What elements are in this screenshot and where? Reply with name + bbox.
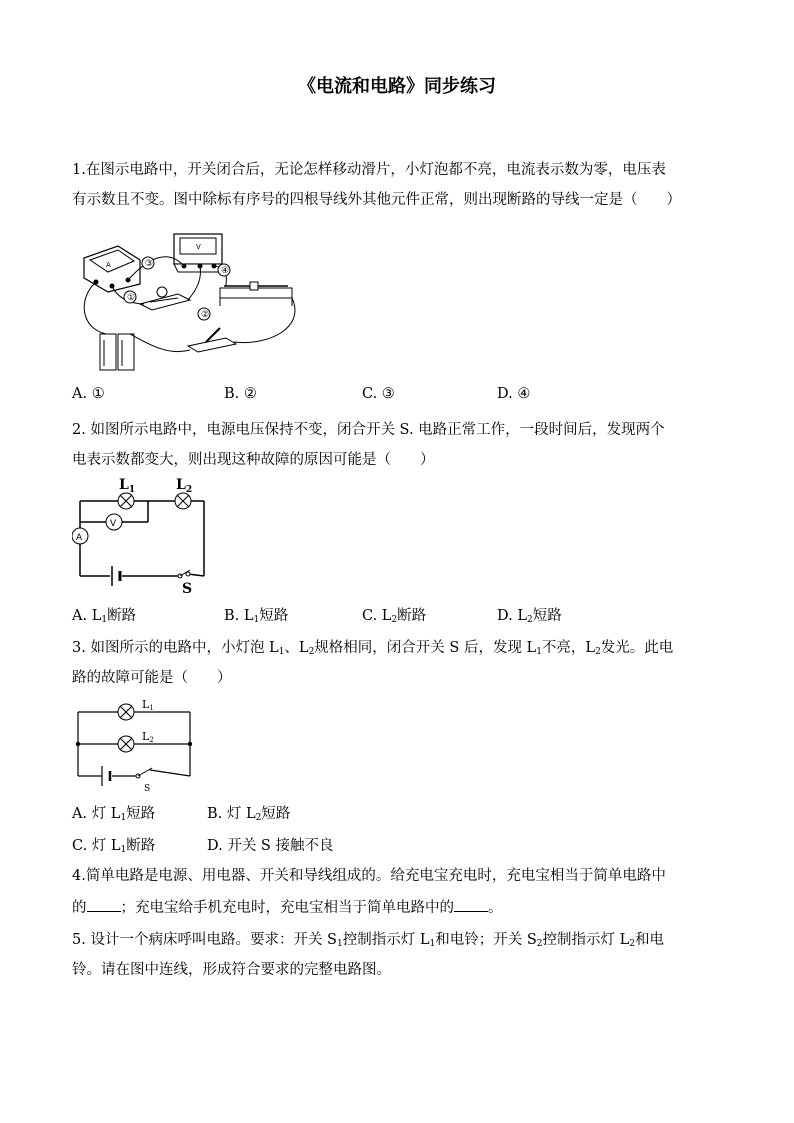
q1-text-line2: 有示数且不变。图中除标有序号的四根导线外其他元件正常，则出现断路的导线一定是（ ） — [72, 192, 681, 208]
q3-option-b: B. 灯 $L_2$短路 — [207, 806, 291, 823]
q3-text-line2: 路的故障可能是（ ） — [72, 670, 232, 686]
q2-option-b: B. $L_1$短路 — [224, 608, 289, 625]
svg-text:L1: $L_1$ — [119, 477, 136, 495]
q2-option-a: A. $L_1$断路 — [72, 608, 137, 625]
q1-option-b: B. ② — [224, 386, 257, 402]
answer-blank-1[interactable] — [87, 899, 121, 912]
page-title: 《电流和电路》同步练习 — [298, 76, 496, 97]
q2-text-line1: 2. 如图所示电路中，电源电压保持不变，闭合开关 S. 电路正常工作，一段时间后，发现两个 — [72, 422, 665, 438]
svg-text:L2: L2 — [142, 730, 154, 744]
switch-icon — [188, 328, 236, 352]
q1-circuit-figure — [78, 228, 308, 376]
svg-text:A: A — [76, 533, 83, 543]
answer-blank-2[interactable] — [454, 899, 488, 912]
q5-text-line2: 铃。请在图中连线，形成符合要求的完整电路图。 — [72, 962, 391, 978]
q5-text-line1: 5. 设计一个病床呼叫电路。要求：开关 $S_1$控制指示灯 $L_1$和电铃；开关 $S_2$控制指示灯 $L_2$和电 — [72, 932, 664, 949]
svg-text:③: ③ — [145, 259, 154, 269]
switch-icon — [136, 768, 152, 778]
q3-circuit-figure — [72, 694, 196, 794]
ammeter-icon — [72, 528, 88, 544]
q2-text-line2: 电表示数都变大，则出现这种故障的原因可能是（ ） — [72, 452, 435, 468]
q3-text-line1: 3. 如图所示的电路中，小灯泡 $L_1$、$L_2$规格相同，闭合开关 S 后，发现 $L_1$不亮，$L_2$发光。此电 — [72, 640, 674, 657]
battery-icon — [102, 766, 110, 786]
switch-icon — [178, 570, 190, 578]
q3-option-d: D. 开关 S 接触不良 — [207, 838, 334, 854]
q1-text-line1: 1.在图示电路中，开关闭合后，无论怎样移动滑片，小灯泡都不亮，电流表示数为零，电压表 — [72, 162, 666, 178]
bulb-icon — [140, 287, 190, 310]
lamp-l2-icon — [175, 493, 191, 509]
battery-icon — [100, 334, 134, 370]
svg-text:④: ④ — [221, 266, 230, 276]
q1-option-a: A. ① — [72, 386, 105, 402]
svg-text:L2: $L_2$ — [176, 477, 193, 495]
q4-text-line2: 的 ；充电宝给手机充电时，充电宝相当于简单电路中的 。 — [72, 900, 503, 916]
voltmeter-icon — [106, 514, 122, 530]
rheostat-icon — [220, 282, 292, 306]
svg-text:S: S — [144, 784, 151, 794]
svg-text:L1: L1 — [142, 698, 154, 712]
svg-text:V: V — [196, 243, 201, 251]
svg-text:②: ② — [201, 310, 210, 320]
lamp-l2-icon — [118, 736, 134, 752]
battery-icon — [112, 566, 120, 586]
svg-text:S: S — [182, 581, 193, 597]
svg-text:V: V — [110, 519, 117, 529]
q2-circuit-figure — [72, 476, 212, 598]
q4-text-line1: 4.简单电路是电源、用电器、开关和导线组成的。给充电宝充电时，充电宝相当于简单电路中 — [72, 868, 666, 884]
q2-option-c: C. $L_2$断路 — [362, 608, 427, 625]
lamp-l1-icon — [118, 493, 134, 509]
q1-option-d: D. ④ — [497, 386, 531, 402]
svg-text:A: A — [106, 261, 111, 269]
q1-option-c: C. ③ — [362, 386, 395, 402]
svg-text:①: ① — [127, 293, 136, 303]
lamp-l1-icon — [118, 704, 134, 720]
q3-option-c: C. 灯 $L_1$断路 — [72, 838, 156, 855]
q2-option-d: D. $L_2$短路 — [497, 608, 562, 625]
q3-option-a: A. 灯 $L_1$短路 — [72, 806, 156, 823]
